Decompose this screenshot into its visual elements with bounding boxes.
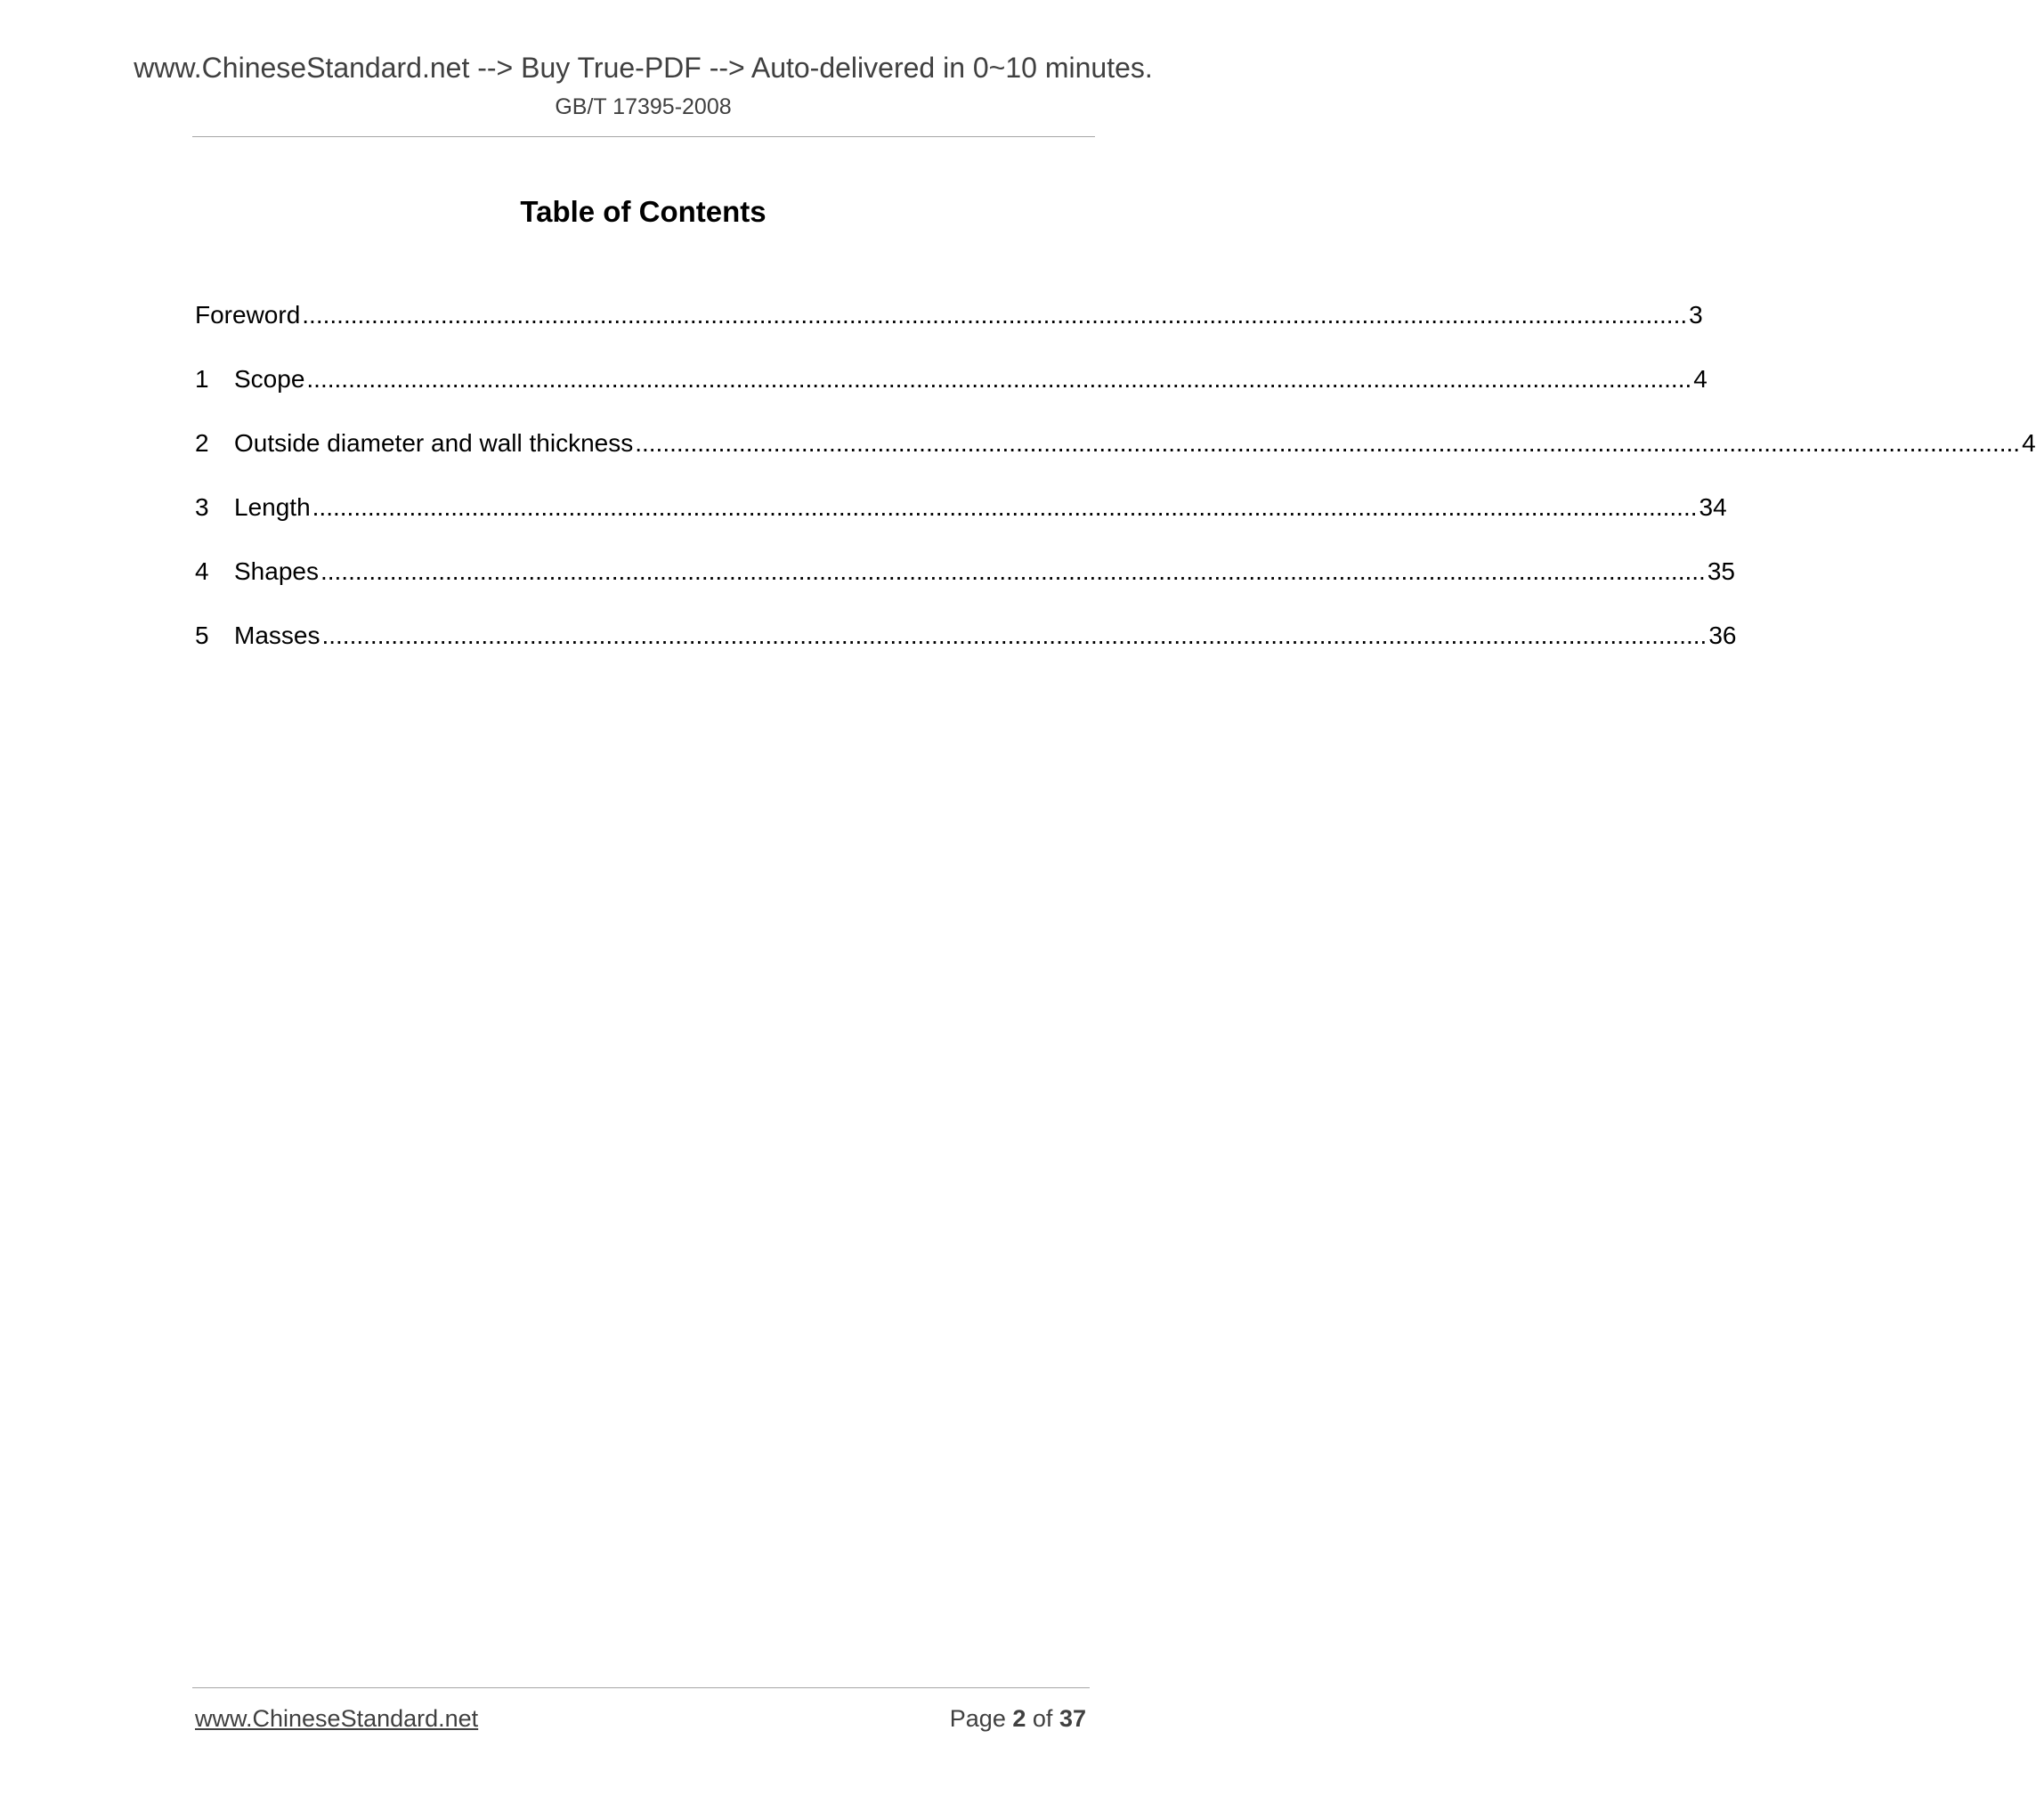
- header-divider: [192, 136, 1095, 137]
- toc-entry-label: Shapes: [234, 557, 319, 585]
- toc-entry-scope[interactable]: [195, 363, 1707, 427]
- toc-entry-outside-diameter[interactable]: [195, 427, 2036, 492]
- toc-entry-number: 4: [195, 557, 209, 585]
- toc-entry-number: 2: [195, 429, 209, 457]
- toc-leader-dots: ........................................................................................................................................................................................................: [312, 493, 1698, 521]
- toc-entry-page: 34: [1699, 493, 1727, 521]
- header-banner: www.ChineseStandard.net --> Buy True-PDF --> Auto-delivered in 0~10 minutes.: [134, 52, 1153, 84]
- document-id: GB/T 17395-2008: [555, 94, 732, 119]
- toc-entry-page: 4: [2022, 429, 2036, 457]
- toc-leader-dots: ........................................................................................................................................................................................................: [320, 557, 1706, 585]
- page-indicator: [950, 1703, 1086, 1734]
- footer-divider: [192, 1687, 1090, 1688]
- toc-entry-shapes[interactable]: [195, 556, 1735, 620]
- toc-entry-number: 1: [195, 365, 209, 393]
- toc-entry-number: 5: [195, 622, 209, 649]
- total-pages-number: 37: [1059, 1705, 1086, 1732]
- current-page-number: 2: [1012, 1705, 1026, 1732]
- toc-leader-dots: ........................................................................................................................................................................................................: [635, 429, 2021, 457]
- page-of: of: [1032, 1705, 1053, 1732]
- toc-leader-dots: ........................................................................................................................................................................................................: [306, 365, 1692, 393]
- toc-title: Table of Contents: [520, 195, 767, 228]
- toc-entry-length[interactable]: [195, 492, 1727, 556]
- page-prefix: Page: [949, 1705, 1006, 1732]
- toc-entry-page: 4: [1693, 365, 1707, 393]
- toc-list: [195, 299, 2036, 684]
- toc-entry-foreword[interactable]: [195, 299, 1703, 363]
- toc-leader-dots: ........................................................................................................................................................................................................: [321, 622, 1707, 649]
- toc-entry-label: Masses: [234, 622, 320, 649]
- toc-leader-dots: ........................................................................................................................................................................................................: [302, 301, 1688, 329]
- toc-entry-label: Outside diameter and wall thickness: [234, 429, 634, 457]
- toc-entry-label: Foreword: [195, 301, 301, 329]
- toc-entry-page: 3: [1689, 301, 1703, 329]
- toc-entry-label: Scope: [234, 365, 305, 393]
- toc-entry-label: Length: [234, 493, 311, 521]
- footer-site-link[interactable]: www.ChineseStandard.net: [195, 1705, 479, 1732]
- toc-entry-page: 36: [1708, 622, 1737, 649]
- toc-entry-masses[interactable]: [195, 620, 1737, 684]
- toc-entry-number: 3: [195, 493, 209, 521]
- toc-entry-page: 35: [1707, 557, 1735, 585]
